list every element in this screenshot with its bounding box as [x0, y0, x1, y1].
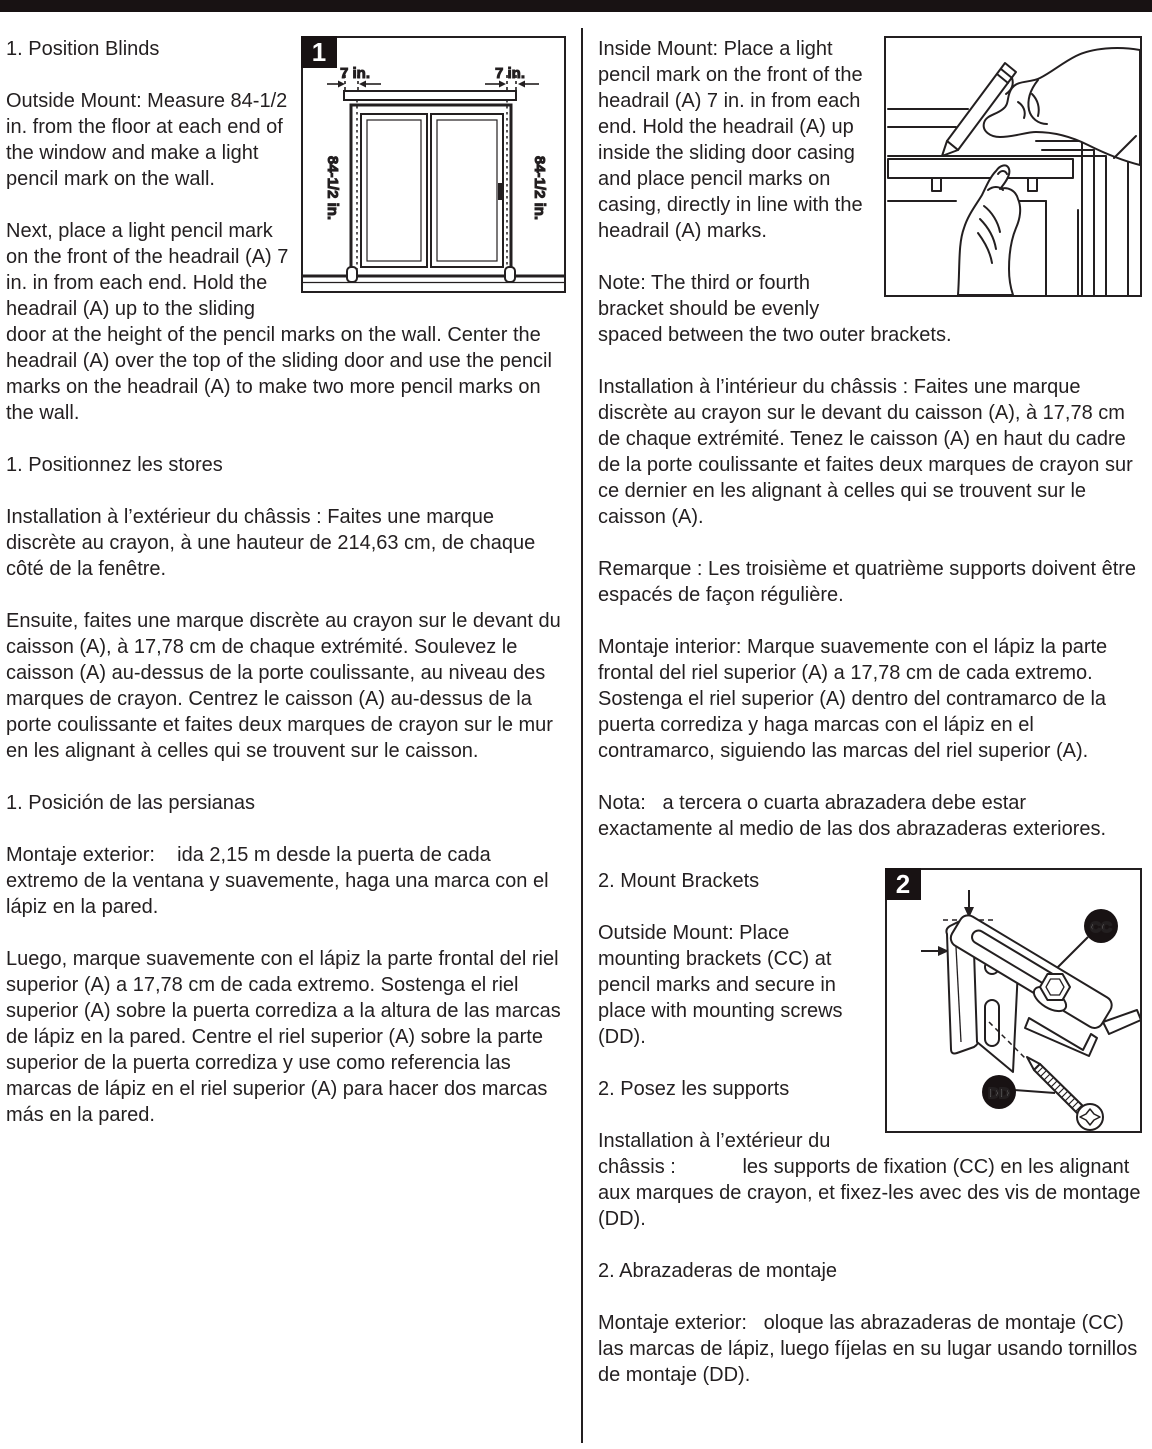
paragraph-headrail-marks-fr: Ensuite, faites une marque discrète au crayon sur le devant du caisson (A), à 17,78 cm de chaque extrémité. Soulevez le caisson (A) au-dessus de la porte coulissante, au niveau des marques de crayon. Centrez le caisson (A) au-dessus de la porte coulissante et faites deux marques de crayon sur le mur en les alignant à celles qui se trouvent sur le caisson.	[6, 610, 567, 762]
figure-2-bracket-diagram	[885, 868, 1142, 1133]
callout-cc-label: CC	[1090, 919, 1112, 936]
left-column	[0, 12, 576, 1154]
mounting-screw-drawing	[1027, 1057, 1103, 1130]
paragraph-mount-brackets-fr: Installation à l’extérieur du châssis : les supports de fixation (CC) en les alignant aux marques de crayon, et fixez-les avec des vis de montage (DD).	[598, 1130, 1147, 1230]
sliding-door-measure-diagram	[303, 38, 564, 291]
sliding-door-drawing	[351, 105, 511, 276]
page-top-rule	[0, 0, 1152, 12]
paragraph-headrail-marks-es: Luego, marque suavemente con el lápiz la parte frontal del riel superior (A) a 17,78 cm de cada extremo. Sostenga el riel superior (A) sobre la puerta corrediza a la altura de las marcas de lápiz en la pared. Centre el riel superior (A) sobre la parte superior de la puerta corrediza y use como referencia las marcas de lápiz en el riel superior (A) para hacer dos marcas más en la pared.	[6, 948, 567, 1126]
headrail-bar	[344, 91, 516, 100]
heading-mount-brackets-en: 2. Mount Brackets	[598, 870, 760, 892]
door-handle	[498, 183, 503, 200]
paragraph-outside-mount-es: Montaje exterior: ida 2,15 m desde la puerta de cada extremo de la ventana y suavemente, haga una marca con el lápiz en la pared.	[6, 844, 555, 918]
mounting-bracket-drawing	[887, 870, 1140, 1131]
dimension-84in-left: 84-1/2 in.	[324, 155, 341, 221]
hand-holding-headrail	[958, 165, 1020, 295]
paragraph-inside-mount-en: Inside Mount: Place a light pencil mark on the front of the headrail (A) 7 in. in from each end. Hold the headrail (A) up inside the sliding door casing and place pencil marks on casing, directly in line with the headrail (A) marks.	[598, 38, 869, 242]
heading-mount-brackets-fr: 2. Posez les supports	[598, 1078, 790, 1100]
headrail-bar	[888, 159, 1073, 191]
column-divider	[581, 28, 583, 1443]
right-arrow-icon	[921, 946, 949, 956]
callout-dd-label: DD	[988, 1085, 1010, 1102]
heading-position-blinds-fr: 1. Positionnez les stores	[6, 454, 223, 476]
paragraph-mount-brackets-es: Montaje exterior: oloque las abrazaderas de montaje (CC) las marcas de lápiz, luego fíjelas en su lugar usando tornillos de montaje (DD).	[598, 1312, 1143, 1386]
figure-inside-mount-illustration	[884, 36, 1142, 297]
callout-cc	[1057, 909, 1118, 968]
mount-brackets-section	[598, 868, 1147, 1388]
heading-mount-brackets-es: 2. Abrazaderas de montaje	[598, 1260, 838, 1282]
right-column	[596, 12, 1152, 1414]
note-bracket-spacing-en: Note: The third or fourth bracket should be evenly spaced between the two outer brackets.	[598, 272, 952, 346]
floor-line	[303, 276, 564, 283]
heading-position-blinds-es: 1. Posición de las persianas	[6, 792, 256, 814]
dimension-7in-left: 7 in.	[339, 65, 371, 82]
paragraph-headrail-marks-en: Next, place a light pencil mark on the front of the headrail (A) 7 in. in from each end. Hold the headrail (A) up to the sliding door at the height of the pencil marks on the wall. Center the headrail (A) over the top of the sliding door and use the pencil marks on the headrail (A) to make two more pencil marks on the wall.	[6, 220, 558, 424]
note-bracket-spacing-es: Nota: a tercera o cuarta abrazadera debe estar exactamente al medio de las dos abrazaderas exteriores.	[598, 792, 1107, 840]
paragraph-outside-mount-en: Outside Mount: Measure 84-1/2 in. from the floor at each end of the window and make a light pencil mark on the wall.	[6, 90, 293, 190]
figure-1-badge: 1	[301, 36, 337, 68]
dimension-arrows-icon	[327, 75, 539, 92]
paragraph-inside-mount-es: Montaje interior: Marque suavemente con el lápiz la parte frontal del riel superior (A) a 17,78 cm de cada extremo. Sostenga el riel superior (A) dentro del contramarco de la puerta corrediza y haga marcas con el lápiz en el contramarco, siguiendo las marcas del riel superior (A).	[598, 636, 1113, 762]
note-bracket-spacing-fr: Remarque : Les troisième et quatrième supports doivent être espacés de façon régulière.	[598, 558, 1142, 606]
dimension-84in-right: 84-1/2 in.	[531, 155, 548, 221]
dimension-7in-right: 7 in.	[494, 65, 526, 82]
heading-position-blinds-en: 1. Position Blinds	[6, 38, 160, 60]
hand-marking-headrail-drawing	[886, 38, 1140, 295]
paragraph-mount-brackets-en: Outside Mount: Place mounting brackets (CC) at pencil marks and secure in place with mounting screws (DD).	[598, 922, 849, 1048]
figure-1-door-diagram	[301, 36, 566, 293]
figure-2-badge: 2	[885, 868, 921, 900]
paragraph-inside-mount-fr: Installation à l’intérieur du châssis : Faites une marque discrète au crayon sur le devant du caisson (A), à 17,78 cm de chaque extrémité. Tenez le caisson (A) en haut du cadre de la porte coulissante et faites deux marques de crayon sur ce dernier en les alignant à celles qui se trouvent sur le caisson (A).	[598, 376, 1139, 528]
paragraph-outside-mount-fr: Installation à l’extérieur du châssis : Faites une marque discrète au crayon, à une hauteur de 214,63 cm, de chaque côté de la fenêtre.	[6, 506, 541, 580]
